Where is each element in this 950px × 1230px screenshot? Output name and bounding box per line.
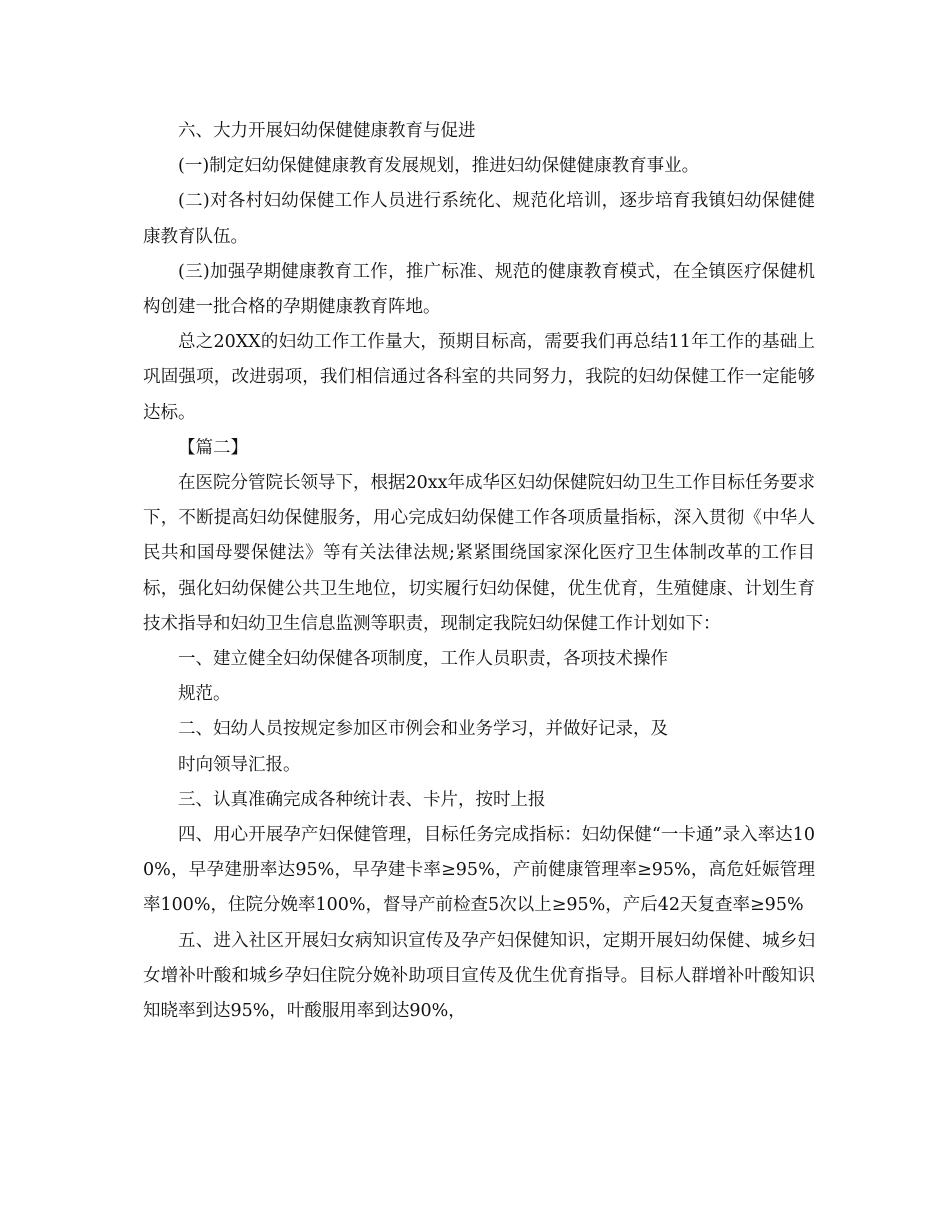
- paragraph-item-1: (一)制定妇幼保健健康教育发展规划，推进妇幼保健健康教育事业。: [178, 156, 700, 177]
- paragraph-item-3: (三)加强孕期健康教育工作，推广标准、规范的健康教育模式，在全镇医疗保健机构创建一批合格的孕期健康教育阵地。: [143, 261, 815, 318]
- section-heading-six: 六、大力开展妇幼保健健康教育与促进: [178, 121, 476, 141]
- list-item-two: 二、妇幼人员按规定参加区市例会和业务学习，并做好记录，及: [178, 719, 668, 740]
- paragraph-summary: 总之20XX的妇幼工作工作量大，预期目标高，需要我们再总结11年工作的基础上巩固强项，改进弱项，我们相信通过各科室的共同努力，我院的妇幼保健工作一定能够达标。: [143, 332, 815, 423]
- list-item-four: 四、用心开展孕产妇保健管理，目标任务完成指标：妇幼保健“一卡通”录入率达100%，早孕建册率达95%，早孕建卡率≥95%，产前健康管理率≥95%，高危妊娠管理率100%，住院分娩率100%，督导产前检查5次以上≥95%，产后42天复查率≥95%: [143, 825, 815, 916]
- list-item-five: 五、进入社区开展妇女病知识宣传及孕产妇保健知识，定期开展妇幼保健、城乡妇女增补叶酸和城乡孕妇住院分娩补助项目宣传及优生优育指导。目标人群增补叶酸知识知晓率到达95%，叶酸服用率到达90%，: [143, 930, 815, 1022]
- document-body: [143, 114, 815, 1029]
- list-item-one: 一、建立健全妇幼保健各项制度，工作人员职责，各项技术操作: [178, 649, 668, 670]
- paragraph-item-2: (二)对各村妇幼保健工作人员进行系统化、规范化培训，逐步培育我镇妇幼保健健康教育队伍。: [143, 191, 815, 247]
- paragraph-intro: 在医院分管院长领导下，根据20xx年成华区妇幼保健院妇幼卫生工作目标任务要求下，不断提高妇幼保健服务，用心完成妇幼保健工作各项质量指标，深入贯彻《中华人民共和国母婴保健法》等有关法律法规;紧紧围绕国家深化医疗卫生体制改革的工作目标，强化妇幼保健公共卫生地位，切实履行妇幼保健，优生优育，生殖健康、计划生育技术指导和妇幼卫生信息监测等职责，现制定我院妇幼保健工作计划如下：: [143, 473, 816, 634]
- section-heading-part-two: 【篇二】: [178, 437, 248, 458]
- list-item-one-continuation: 规范。: [178, 684, 231, 705]
- list-item-two-continuation: 时向领导汇报。: [178, 754, 301, 775]
- list-item-three: 三、认真准确完成各种统计表、卡片，按时上报: [178, 789, 546, 810]
